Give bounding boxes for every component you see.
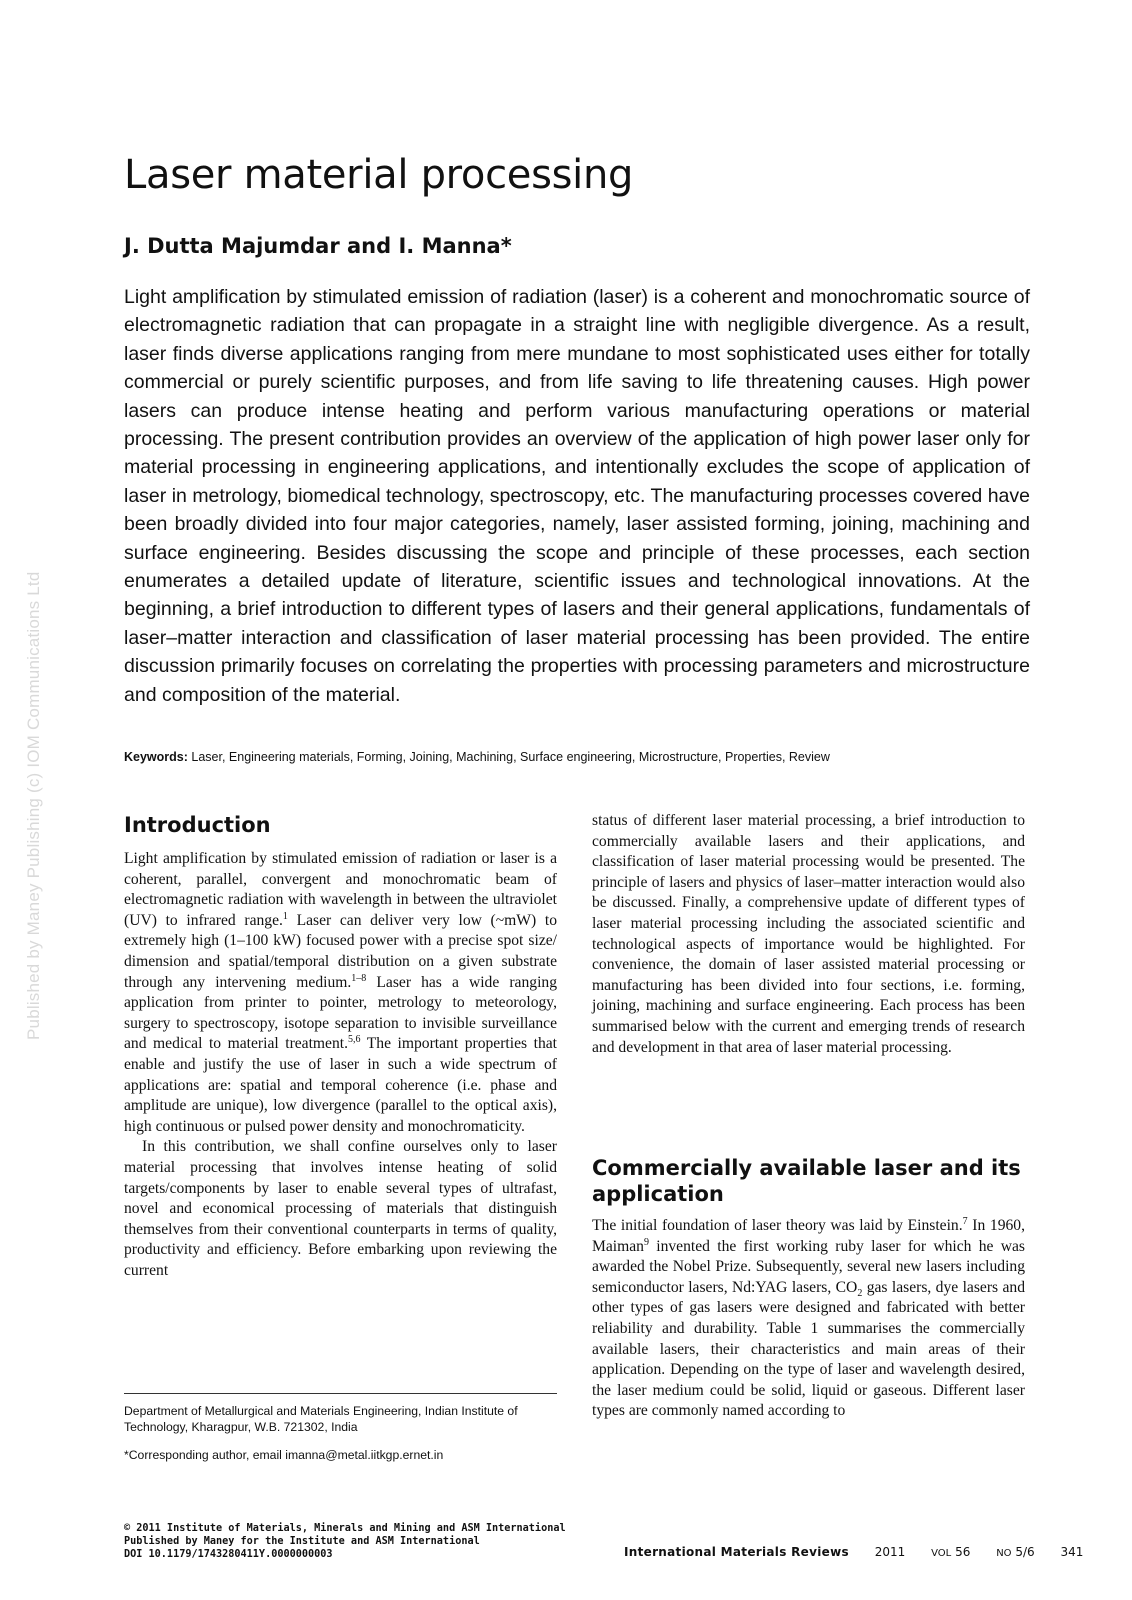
citation: 1 bbox=[282, 910, 288, 922]
publisher-watermark: Published by Maney Publishing (c) IOM Communications Ltd bbox=[24, 571, 43, 1040]
citation: 9 bbox=[643, 1236, 649, 1248]
issue-number: 5/6 bbox=[1015, 1545, 1035, 1559]
section-heading-commercial-lasers: Commercially available laser and its application bbox=[592, 1156, 1021, 1206]
right-column-lower bbox=[592, 1216, 1025, 1422]
doi: DOI 10.1179/1743280411Y.0000000003 bbox=[124, 1549, 333, 1560]
volume-label: VOL bbox=[931, 1548, 952, 1559]
subscript: 2 bbox=[857, 1287, 863, 1299]
affiliation-footnote: Department of Metallurgical and Materials Engineering, Indian Institute of Technology, Kharagpur, W.B. 721302, India bbox=[124, 1404, 518, 1434]
article-authors: J. Dutta Majumdar and I. Manna* bbox=[124, 234, 512, 258]
article-title: Laser material processing bbox=[124, 152, 634, 198]
copyright-line: © 2011 Institute of Materials, Minerals and Mining and ASM International bbox=[124, 1523, 566, 1534]
citation: 5,6 bbox=[348, 1034, 361, 1046]
journal-name: International Materials Reviews bbox=[624, 1545, 849, 1559]
keywords bbox=[124, 750, 1030, 764]
commercial-paragraph-1: The initial foundation of laser theory was laid by Einstein.$^7$ In 1960, Maiman$^9$ invented the first working ruby laser for which he was awarded the Nobel Prize. Subsequently, several new lasers including semiconductor lasers, Nd:YAG lasers, $CO_2$ gas lasers, dye lasers and other types of gas lasers were designed and fabricated with better reliability and durability. Table 1 summarises the commercially available lasers, their characteristics and main areas of their application. Depending on the type of laser and wavelength desired, the laser medium could be solid, liquid or gaseous. Different laser types are commonly named according to bbox=[592, 1215, 1026, 1420]
intro-paragraph-1: Light amplification by stimulated emission of radiation or laser is a coherent, parallel, convergent and monochromatic beam of electromagnetic radiation with wavelength in between the ultraviolet (UV) to infrared range.$^1$ Laser can deliver very low (~mW) to extremely high (1–100 kW) focused power with a precise spot size/ dimension and spatial/temporal distribution on a given substrate through any intervening medium.$^{1-8}$ Laser has a wide ranging application from printer to pointer, metrology to meteorology, surgery to spectroscopy, isotope separation to invisible surveillance and medical to material treatment.$^{5,6}$ The important properties that enable and justify the use of laser in such a wide spectrum of applications are: spatial and temporal coherence (i.e. phase and amplitude are unique), low divergence (parallel to the optical axis), high continuous or pulsed power density and monochromaticity. bbox=[124, 850, 558, 1135]
keywords-label: Keywords: bbox=[124, 750, 188, 764]
journal-year: 2011 bbox=[874, 1545, 906, 1559]
keywords-text: Laser, Engineering materials, Forming, Joining, Machining, Surface engineering, Microstructure, Properties, Review bbox=[191, 750, 830, 764]
publisher-line: Published by Maney for the Institute and ASM International bbox=[124, 1536, 480, 1547]
citation: 7 bbox=[962, 1215, 968, 1227]
page-number: 341 bbox=[1060, 1545, 1084, 1559]
footnotes bbox=[124, 1403, 564, 1475]
volume-number: 56 bbox=[955, 1545, 971, 1559]
footnote-divider bbox=[124, 1393, 557, 1394]
journal-footer bbox=[624, 1545, 1083, 1559]
citation: 1–8 bbox=[351, 972, 367, 984]
intro-paragraph-continued: status of different laser material processing, a brief introduction to commercially available lasers and their applications, and classification of laser material processing would be presented. The principle of lasers and physics of laser–matter interaction would also be discussed. Finally, a comprehensive update of different types of laser material processing including the associated scientific and technological aspects of importance would be highlighted. For convenience, the domain of laser assisted material processing or manufacturing has been divided into four sections, i.e. forming, joining, machining and surface engineering. Each process has been summarised below with the current and emerging trends of research and development in that area of laser material processing. bbox=[592, 812, 1025, 1056]
abstract: Light amplification by stimulated emission of radiation (laser) is a coherent and monochromatic source of electromagnetic radiation that can propagate in a straight line with negligible divergence. As a result, laser finds diverse applications ranging from mere mundane to most sophisticated uses either for totally commercial or purely scientific purposes, and from life saving to life threatening causes. High power lasers can produce intense heating and perform various manufacturing operations or material processing. The present contribution provides an overview of the application of high power laser only for material processing in engineering applications, and intentionally excludes the scope of application of laser in metrology, biomedical technology, spectroscopy, etc. The manufacturing processes covered have been broadly divided into four major categories, namely, laser assisted forming, joining, machining and surface engineering. Besides discussing the scope and principle of these processes, each section enumerates a detailed update of literature, scientific issues and technological innovations. At the beginning, a brief introduction to different types of lasers and their general applications, fundamentals of laser–matter interaction and classification of laser material processing has been provided. The entire discussion primarily focuses on correlating the properties with processing parameters and microstructure and composition of the material. bbox=[124, 286, 1030, 706]
copyright-block bbox=[124, 1522, 566, 1561]
left-column bbox=[124, 849, 557, 1281]
section-heading-introduction: Introduction bbox=[124, 813, 271, 837]
right-column bbox=[592, 811, 1025, 1058]
issue-label: NO bbox=[996, 1548, 1012, 1559]
corresponding-author-footnote: *Corresponding author, email imanna@metal.iitkgp.ernet.in bbox=[124, 1448, 444, 1462]
intro-paragraph-2: In this contribution, we shall confine ourselves only to laser material processing that involves intense heating of solid targets/components by laser to enable several types of ultrafast, novel and economical processing of materials that distinguish themselves from their conventional counterparts in terms of quality, productivity and efficiency. Before embarking upon reviewing the current bbox=[124, 1138, 557, 1279]
